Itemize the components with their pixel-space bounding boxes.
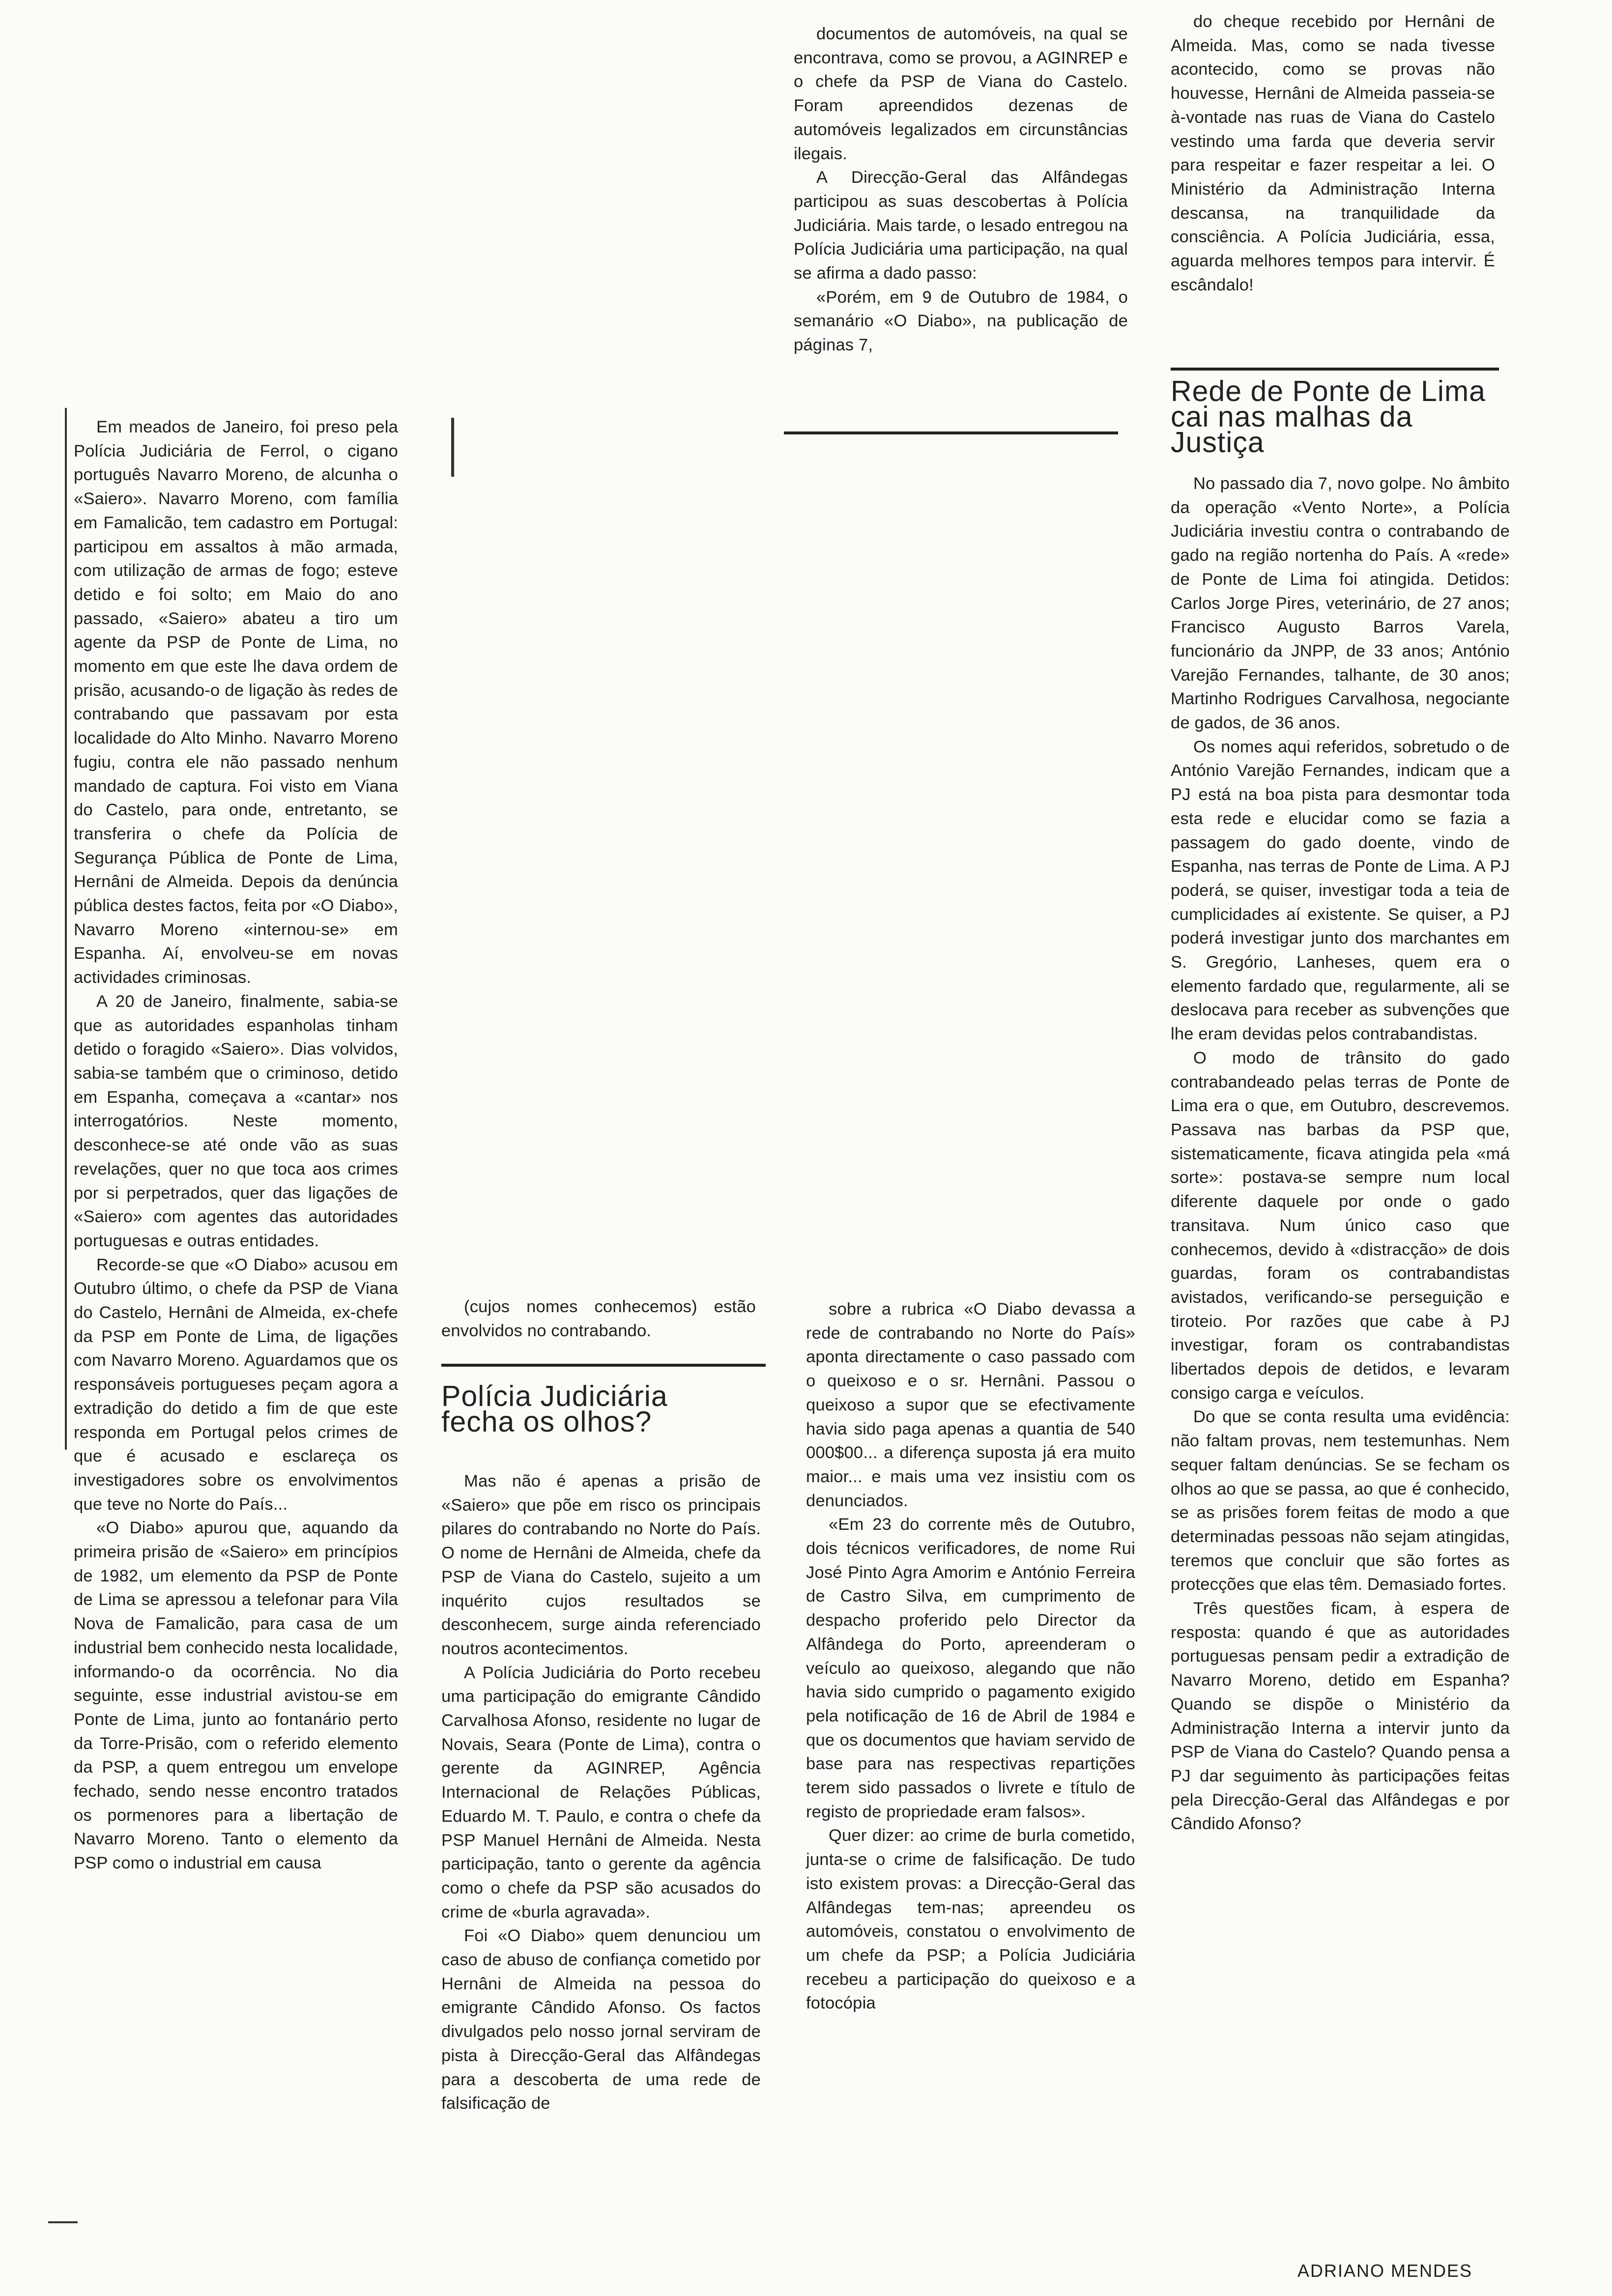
article-column-4 — [1171, 472, 1510, 1836]
paragraph: Três questões ficam, à espera de resposta: quando é que as autoridades portuguesas pensam pedir a extradição de Navarro Moreno, detido em Espanha? Quando se dispõe o Ministério da Administração Interna a intervir junto da PSP de Viana do Castelo? Quando pensa a PJ dar seguimento às participações feitas pela Direcção-Geral das Alfândegas e por Cândido Afonso? — [1171, 1599, 1510, 1834]
paragraph: A Polícia Judiciária do Porto recebeu uma participação do emigrante Cândido Carvalhosa Afonso, residente no lugar de Novais, Seara (Ponte de Lima), contra o gerente da AGINREP, Agência Internacional de Relações Públicas, Eduardo M. T. Paulo, e contra o chefe da PSP Manuel Hernâni de Almeida. Nesta participação, tanto o gerente da agência como o chefe da PSP são acusados do crime de «burla agravada». — [441, 1663, 761, 1922]
paragraph: A Direcção-Geral das Alfândegas participou as suas descobertas à Polícia Judiciária. Mais tarde, o lesado entregou na Polícia Judiciária uma participação, na qual se afirma a dado passo: — [794, 168, 1128, 283]
headline-rede-ponte-de-lima: Rede de Ponte de Lima cai nas malhas da Justiça — [1171, 375, 1486, 459]
paragraph: «Porém, em 9 de Outubro de 1984, o semanário «O Diabo», na publicação de páginas 7, — [794, 287, 1128, 355]
article-column-1 — [74, 415, 398, 1875]
paragraph: «Em 23 do corrente mês de Outubro, dois técnicos verificadores, de nome Rui José Pinto Agra Amorim e António Ferreira de Castro Silva, em cumprimento de despacho proferido pelo Director da Alfândega do Porto, apreenderam o veículo ao queixoso, alegando que não havia sido cumprido o pagamento exigido pela notificação de 16 de Abril de 1984 e que os documentos que haviam servido de base para nas respectivas repartições terem sido passados o livrete e título de registo de propriedade eram falsos». — [806, 1515, 1135, 1821]
headline-policia-judiciaria: Polícia Judiciária fecha os olhos? — [441, 1380, 668, 1438]
rule-above-headline-2 — [441, 1364, 766, 1367]
article-column-3-top — [794, 22, 1128, 357]
paragraph: Foi «O Diabo» quem denunciou um caso de abuso de confiança cometido por Hernâni de Almeida na pessoa do emigrante Cândido Afonso. Os factos divulgados pelo nosso jornal serviram de pista à Direcção-Geral das Alfândegas para a descoberta de uma rede de falsificação de — [441, 1926, 761, 2113]
paragraph: documentos de automóveis, na qual se encontrava, como se provou, a AGINREP e o chefe da PSP de Viana do Castelo. Foram apreendidos dezenas de automóveis legalizados em circunstâncias ilegais. — [794, 25, 1128, 163]
paragraph: sobre a rubrica «O Diabo devassa a rede de contrabando no Norte do País» aponta directamente o caso passado com o queixoso e o sr. Hernâni. Passou o queixoso a supor que se efectivamente havia sido paga apenas a quantia de 540 000$00... a diferença suposta já era muito maior... e mais uma vez insistiu com os denunciados. — [806, 1300, 1135, 1510]
scan-corner-mark — [48, 2221, 78, 2223]
paragraph: A 20 de Janeiro, finalmente, sabia-se que as autoridades espanholas tinham detido o foragido «Saiero». Dias volvidos, sabia-se também que o criminoso, detido em Espanha, começava a «cantar» nos interrogatórios. Neste momento, desconhece-se até onde vão as suas revelações, quer no que toca aos crimes por si perpetrados, quer das ligações de «Saiero» com agentes das autoridades portuguesas e outras entidades. — [74, 992, 398, 1250]
paragraph: O modo de trânsito do gado contrabandeado pelas terras de Ponte de Lima era o que, em Outubro, descrevemos. Passava nas barbas da PSP que, sistematicamente, ficava atingida pela «má sorte»: postava-se sempre num local diferente daquele por onde o gado transitava. Num único caso que conhecemos, devido à «distracção» de dois guardas, foram os contrabandistas avistados, verificando-se perseguição e tiroteio. Por razões que cabe à PJ investigar, foram os contrabandistas libertados depois de detidos, e levaram consigo carga e veículos. — [1171, 1048, 1510, 1403]
scan-bracket-mark — [451, 418, 454, 477]
paragraph: No passado dia 7, novo golpe. No âmbito da operação «Vento Norte», a Polícia Judiciária investiu contra o contrabando de gado na região nortenha do País. A «rede» de Ponte de Lima foi atingida. Detidos: Carlos Jorge Pires, veterinário, de 27 anos; Francisco Augusto Barros Varela, funcionário da JNPP, de 33 anos; António Varejão Fernandes, talhante, de 30 anos; Martinho Rodrigues Carvalhosa, negociante de gados, de 36 anos. — [1171, 474, 1510, 733]
article-column-2 — [441, 1469, 761, 2116]
paragraph: «O Diabo» apurou que, aquando da primeira prisão de «Saiero» em princípios de 1982, um elemento da PSP de Ponte de Lima se apressou a telefonar para Vila Nova de Famalicão, para casa de um industrial bem conhecido nesta localidade, informando-o da ocorrência. No dia seguinte, esse industrial avistou-se em Ponte de Lima, junto ao fontanário perto da Torre-Prisão, com o referido elemento da PSP, a quem entregou um envelope fechado, sendo nesse encontro tratados os pormenores para a libertação de Navarro Moreno. Tanto o elemento da PSP como o industrial em causa — [74, 1519, 398, 1873]
article-column-4-top — [1171, 10, 1495, 297]
author-byline: ADRIANO MENDES — [1297, 2261, 1473, 2281]
article-column-2-top — [441, 1295, 756, 1343]
paragraph: Quer dizer: ao crime de burla cometido, junta-se o crime de falsificação. De tudo isto existem provas: a Direcção-Geral das Alfândegas tem-nas; apreendeu os automóveis, constatou o envolvimento de um chefe da PSP; a Polícia Judiciária recebeu a participação do queixoso e a fotocópia — [806, 1826, 1135, 2013]
paragraph: Recorde-se que «O Diabo» acusou em Outubro último, o chefe da PSP de Viana do Castelo, Hernâni de Almeida, ex-chefe da PSP em Ponte de Lima, de ligações com Navarro Moreno. Aguardamos que os responsáveis portugueses peçam agora a extradição do detido a fim de que este responda em Portugal pelos crimes de que é acusado e esclareça os investigadores sobre os envolvimentos que teve no Norte do País... — [74, 1255, 398, 1514]
paragraph: (cujos nomes conhecemos) estão envolvidos no contrabando. — [441, 1297, 756, 1340]
column-rule-top-center — [784, 431, 1118, 434]
paragraph: do cheque recebido por Hernâni de Almeida. Mas, como se nada tivesse acontecido, como se provas não houvesse, Hernâni de Almeida passeia-se à-vontade nas ruas de Viana do Castelo vestindo uma farda que deveria servir para respeitar e fazer respeitar a lei. O Ministério da Administração Interna descansa, na tranquilidade da consciência. A Polícia Judiciária, essa, aguarda melhores tempos para intervir. É escândalo! — [1171, 12, 1495, 294]
rule-above-headline-4 — [1171, 368, 1499, 371]
paragraph: Mas não é apenas a prisão de «Saiero» que põe em risco os principais pilares do contrabando no Norte do País. O nome de Hernâni de Almeida, chefe da PSP de Viana do Castelo, sujeito a um inquérito cujos resultados se desconhecem, surge ainda referenciado noutros acontecimentos. — [441, 1472, 761, 1658]
article-column-3-bottom — [806, 1297, 1135, 2015]
paragraph: Em meados de Janeiro, foi preso pela Polícia Judiciária de Ferrol, o cigano português Navarro Moreno, de alcunha o «Saiero». Navarro Moreno, com família em Famalicão, tem cadastro em Portugal: participou em assaltos à mão armada, com utilização de armas de fogo; esteve detido e foi solto; em Maio do ano passado, «Saiero» abateu a tiro um agente da PSP de Ponte de Lima, no momento em que este lhe dava ordem de prisão, acusando-o de ligação às redes de contrabando que passavam por esta localidade do Alto Minho. Navarro Moreno fugiu, contra ele não passado nenhum mandado de captura. Foi visto em Viana do Castelo, para onde, entretanto, se transferira o chefe da Polícia de Segurança Pública de Ponte de Lima, Hernâni de Almeida. Depois da denúncia pública destes factos, feita por «O Diabo», Navarro Moreno «internou-se» em Espanha. Aí, envolveu-se em novas actividades criminosas. — [74, 418, 398, 987]
scan-margin-mark — [65, 408, 67, 1450]
paragraph: Os nomes aqui referidos, sobretudo o de António Varejão Fernandes, indicam que a PJ está na boa pista para desmontar toda esta rede e elucidar como se fazia a passagem do gado doente, vindo de Espanha, nas terras de Ponte de Lima. A PJ poderá, se quiser, investigar toda a teia de cumplicidades aí existente. Se quiser, a PJ poderá investigar junto dos marchantes em S. Gregório, Lanheses, quem era o elemento fardado que, regularmente, ali se deslocava para receber as subvenções que lhe eram devidas pelos contrabandistas. — [1171, 737, 1510, 1044]
paragraph: Do que se conta resulta uma evidência: não faltam provas, nem testemunhas. Nem sequer faltam denúncias. Se se fecham os olhos ao que se passa, ao que é conhecido, se as prisões forem feitas de modo a que determinadas pessoas não sejam atingidas, teremos que concluir que são fortes as protecções que elas têm. Demasiado fortes. — [1171, 1407, 1510, 1594]
